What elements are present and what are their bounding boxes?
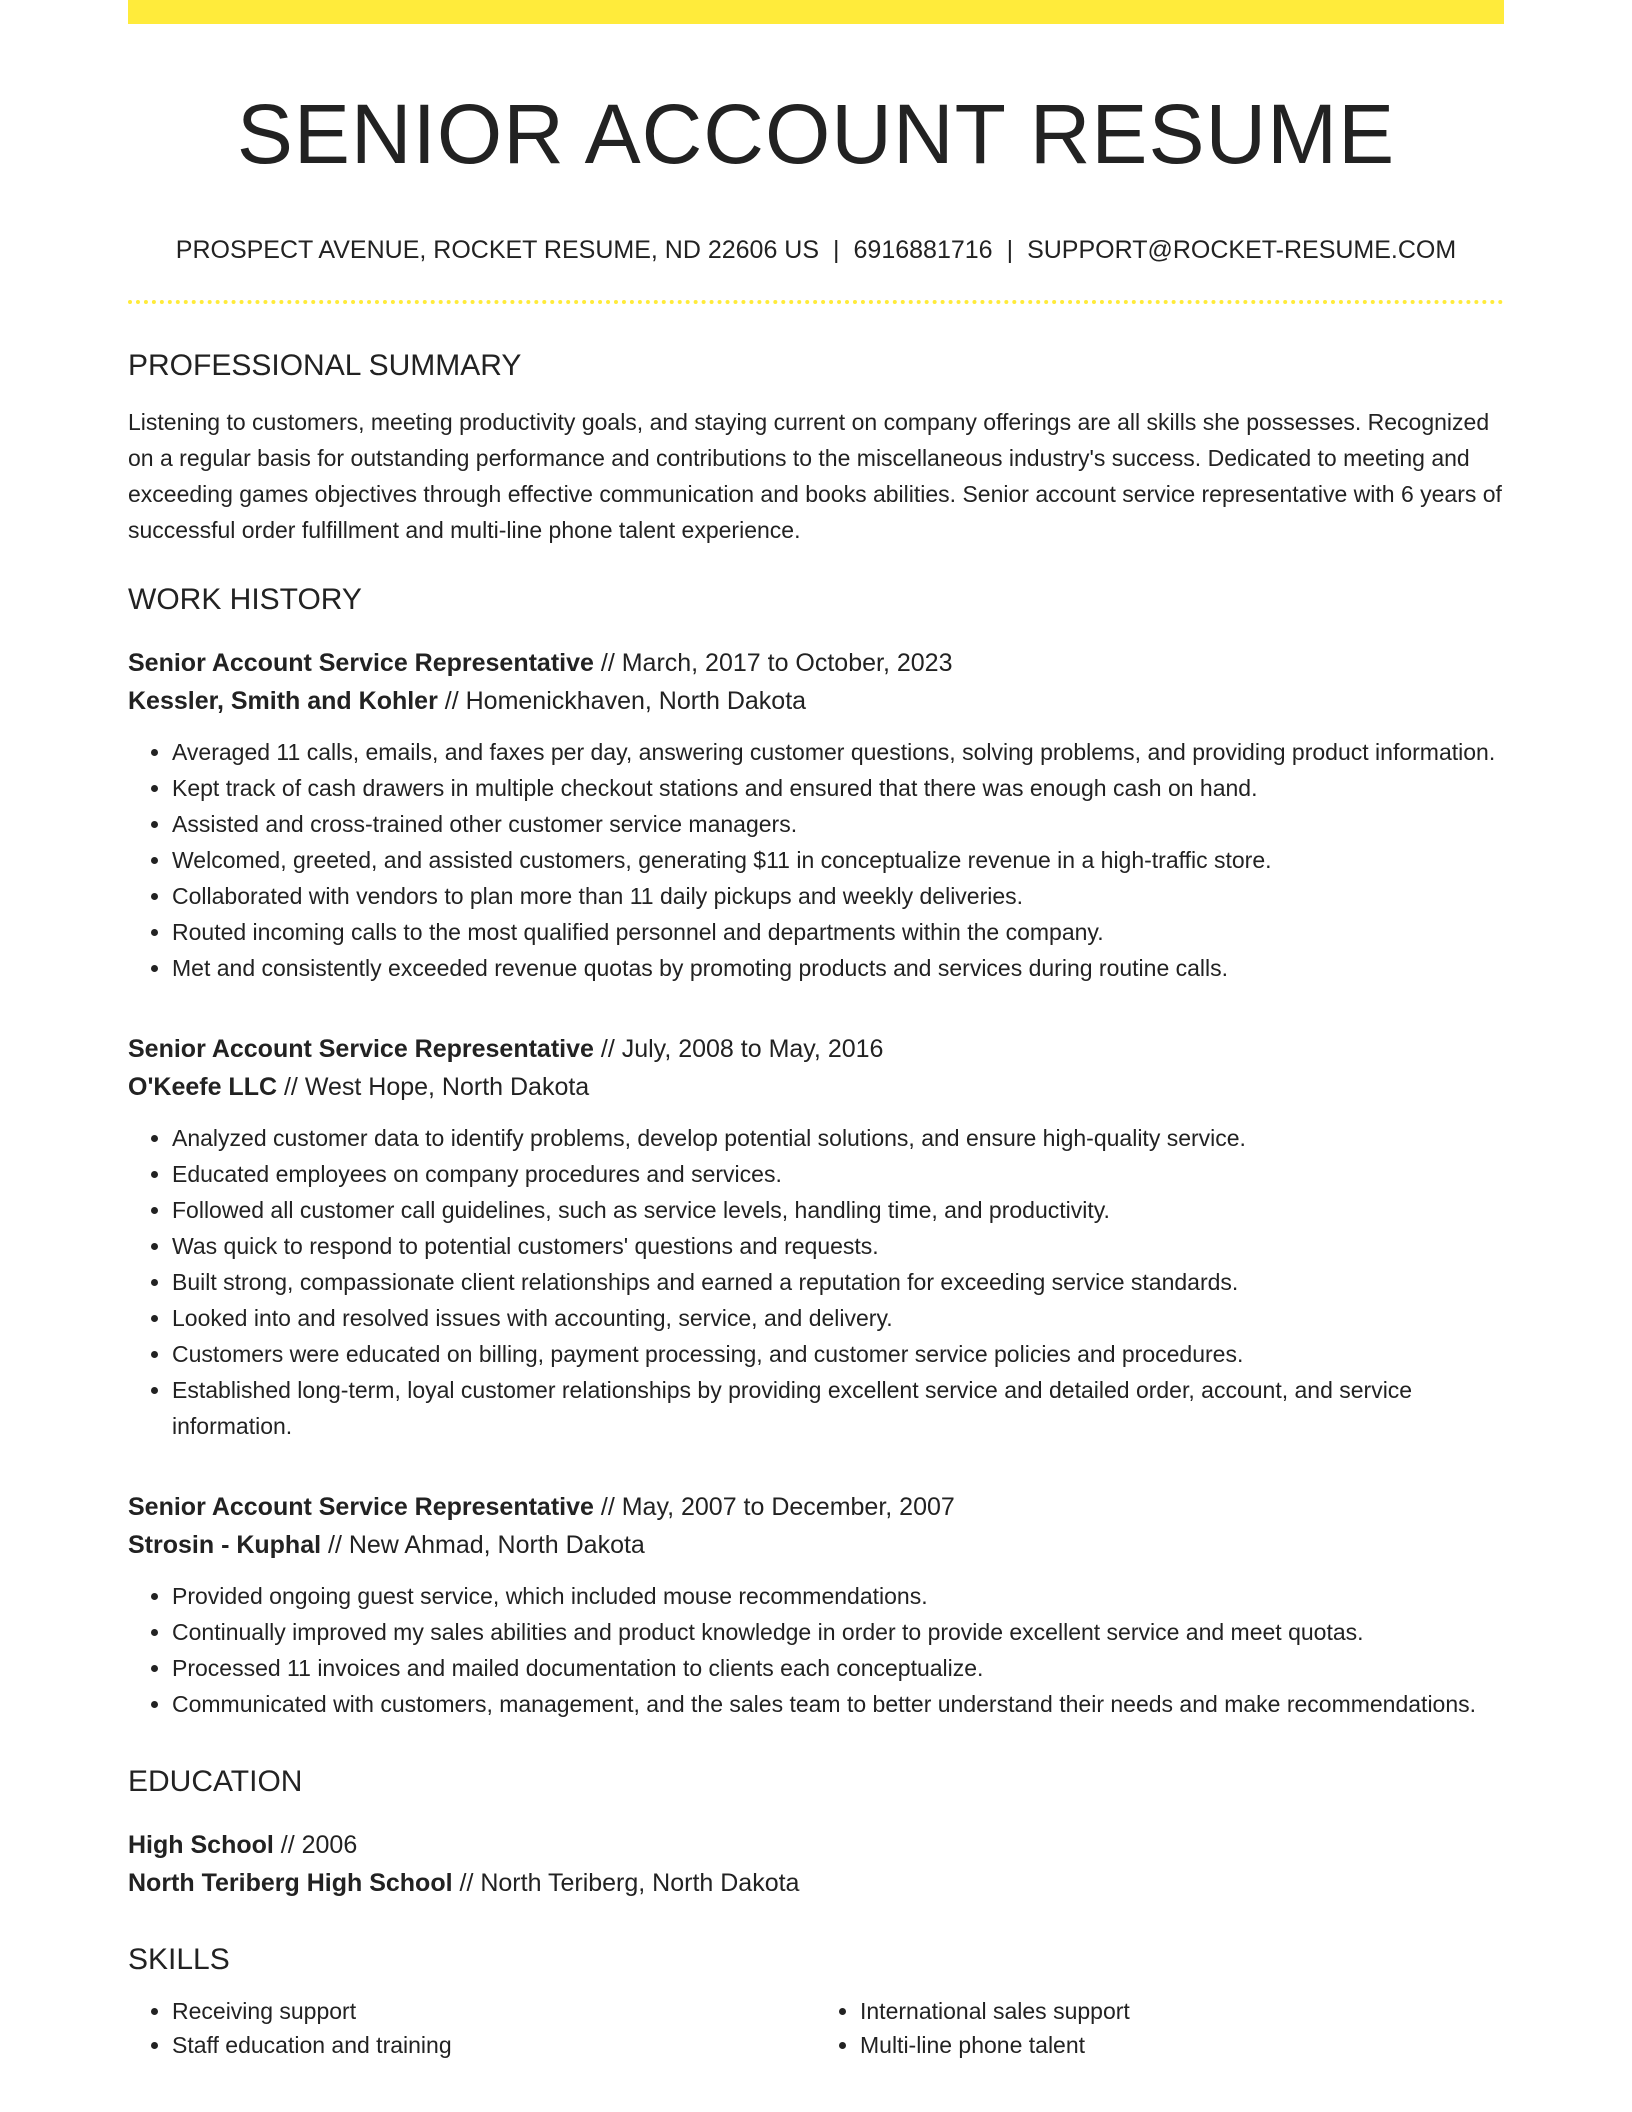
job-bullet: • Welcomed, greeted, and assisted customers, generating $11 in conceptualize revenue in a high-traffic store. bbox=[172, 842, 1504, 878]
job-title-line bbox=[128, 644, 1504, 682]
education-year: // 2006 bbox=[280, 1831, 358, 1859]
job-company-line bbox=[128, 1068, 1504, 1106]
job-bullet: • Educated employees on company procedures and services. bbox=[172, 1156, 1504, 1192]
job-location: // New Ahmad, North Dakota bbox=[328, 1531, 645, 1559]
education-degree-line bbox=[128, 1826, 1504, 1864]
job-dates: // May, 2007 to December, 2007 bbox=[600, 1493, 955, 1521]
job-company: Kessler, Smith and Kohler bbox=[128, 687, 438, 715]
job-entry-2 bbox=[128, 1030, 1504, 1444]
skill-item: • Staff education and training bbox=[172, 2028, 816, 2062]
job-bullet: • Was quick to respond to potential customers' questions and requests. bbox=[172, 1228, 1504, 1264]
job-bullets bbox=[128, 734, 1504, 986]
job-dates: // March, 2017 to October, 2023 bbox=[600, 649, 953, 677]
education-school: North Teriberg High School bbox=[128, 1869, 453, 1897]
skill-item: • Multi-line phone talent bbox=[860, 2028, 1504, 2062]
job-title-line bbox=[128, 1488, 1504, 1526]
job-bullet: • Provided ongoing guest service, which included mouse recommendations. bbox=[172, 1578, 1504, 1614]
job-bullet: • Followed all customer call guidelines, such as service levels, handling time, and productivity. bbox=[172, 1192, 1504, 1228]
work-history-heading: WORK HISTORY bbox=[128, 583, 362, 616]
job-entry-1 bbox=[128, 644, 1504, 986]
summary-heading: PROFESSIONAL SUMMARY bbox=[128, 349, 522, 382]
resume-title: SENIOR ACCOUNT RESUME bbox=[236, 87, 1396, 181]
job-title: Senior Account Service Representative bbox=[128, 1035, 594, 1063]
resume-page bbox=[128, 0, 1504, 2062]
job-bullet: • Established long-term, loyal customer relationships by providing excellent service and detailed order, account, and service information. bbox=[172, 1372, 1504, 1444]
job-bullet: • Processed 11 invoices and mailed documentation to clients each conceptualize. bbox=[172, 1650, 1504, 1686]
skills-column-right bbox=[816, 1994, 1504, 2062]
contact-phone: 6916881716 bbox=[853, 236, 993, 264]
education-school-line bbox=[128, 1864, 1504, 1902]
header-divider bbox=[128, 300, 1504, 304]
job-company-line bbox=[128, 1526, 1504, 1564]
education-location: // North Teriberg, North Dakota bbox=[459, 1869, 800, 1897]
top-accent-bar bbox=[128, 0, 1504, 24]
job-entry-3 bbox=[128, 1488, 1504, 1722]
education-heading: EDUCATION bbox=[128, 1765, 303, 1798]
job-bullet: • Averaged 11 calls, emails, and faxes per day, answering customer questions, solving problems, and providing product information. bbox=[172, 734, 1504, 770]
job-location: // West Hope, North Dakota bbox=[283, 1073, 590, 1101]
skills-heading: SKILLS bbox=[128, 1943, 230, 1976]
skills-column-left bbox=[128, 1994, 816, 2062]
job-bullet: • Kept track of cash drawers in multiple checkout stations and ensured that there was enough cash on hand. bbox=[172, 770, 1504, 806]
job-bullets bbox=[128, 1120, 1504, 1444]
skill-item: • International sales support bbox=[860, 1994, 1504, 2028]
job-location: // Homenickhaven, North Dakota bbox=[444, 687, 807, 715]
job-bullet: • Assisted and cross-trained other customer service managers. bbox=[172, 806, 1504, 842]
job-bullet: • Continually improved my sales abilities and product knowledge in order to provide excellent service and meet quotas. bbox=[172, 1614, 1504, 1650]
job-title: Senior Account Service Representative bbox=[128, 1493, 594, 1521]
contact-line bbox=[128, 234, 1504, 266]
contact-separator: | bbox=[833, 236, 840, 264]
job-bullet: • Communicated with customers, management, and the sales team to better understand their needs and make recommendations. bbox=[172, 1686, 1504, 1722]
skills-grid bbox=[128, 1994, 1504, 2062]
job-title-line bbox=[128, 1030, 1504, 1068]
job-company-line bbox=[128, 682, 1504, 720]
job-bullets bbox=[128, 1578, 1504, 1722]
job-bullet: • Customers were educated on billing, payment processing, and customer service policies and procedures. bbox=[172, 1336, 1504, 1372]
job-bullet: • Routed incoming calls to the most qualified personnel and departments within the company. bbox=[172, 914, 1504, 950]
job-bullet: • Built strong, compassionate client relationships and earned a reputation for exceeding service standards. bbox=[172, 1264, 1504, 1300]
contact-email: SUPPORT@ROCKET-RESUME.COM bbox=[1027, 236, 1457, 264]
contact-separator: | bbox=[1006, 236, 1014, 264]
skill-item: • Receiving support bbox=[172, 1994, 816, 2028]
job-bullet: • Collaborated with vendors to plan more than 11 daily pickups and weekly deliveries. bbox=[172, 878, 1504, 914]
job-dates: // July, 2008 to May, 2016 bbox=[600, 1035, 884, 1063]
summary-text: Listening to customers, meeting productivity goals, and staying current on company offerings are all skills she possesses. Recognized on a regular basis for outstanding performance and contributions to the miscellaneous industry's success. Dedicated to meeting and exceeding games objectives through effective communication and books abilities. Senior account service representative with 6 years of successful order fulfillment and multi-line phone talent experience. bbox=[128, 409, 1502, 543]
job-company: O'Keefe LLC bbox=[128, 1073, 278, 1101]
job-bullet: • Analyzed customer data to identify problems, develop potential solutions, and ensure high-quality service. bbox=[172, 1120, 1504, 1156]
education-entry bbox=[128, 1826, 1504, 1902]
job-title: Senior Account Service Representative bbox=[128, 649, 594, 677]
job-bullet: • Met and consistently exceeded revenue quotas by promoting products and services during routine calls. bbox=[172, 950, 1504, 986]
job-company: Strosin - Kuphal bbox=[128, 1531, 322, 1559]
job-bullet: • Looked into and resolved issues with accounting, service, and delivery. bbox=[172, 1300, 1504, 1336]
contact-address: PROSPECT AVENUE, ROCKET RESUME, ND 22606 US bbox=[175, 236, 820, 264]
education-degree: High School bbox=[128, 1831, 274, 1859]
